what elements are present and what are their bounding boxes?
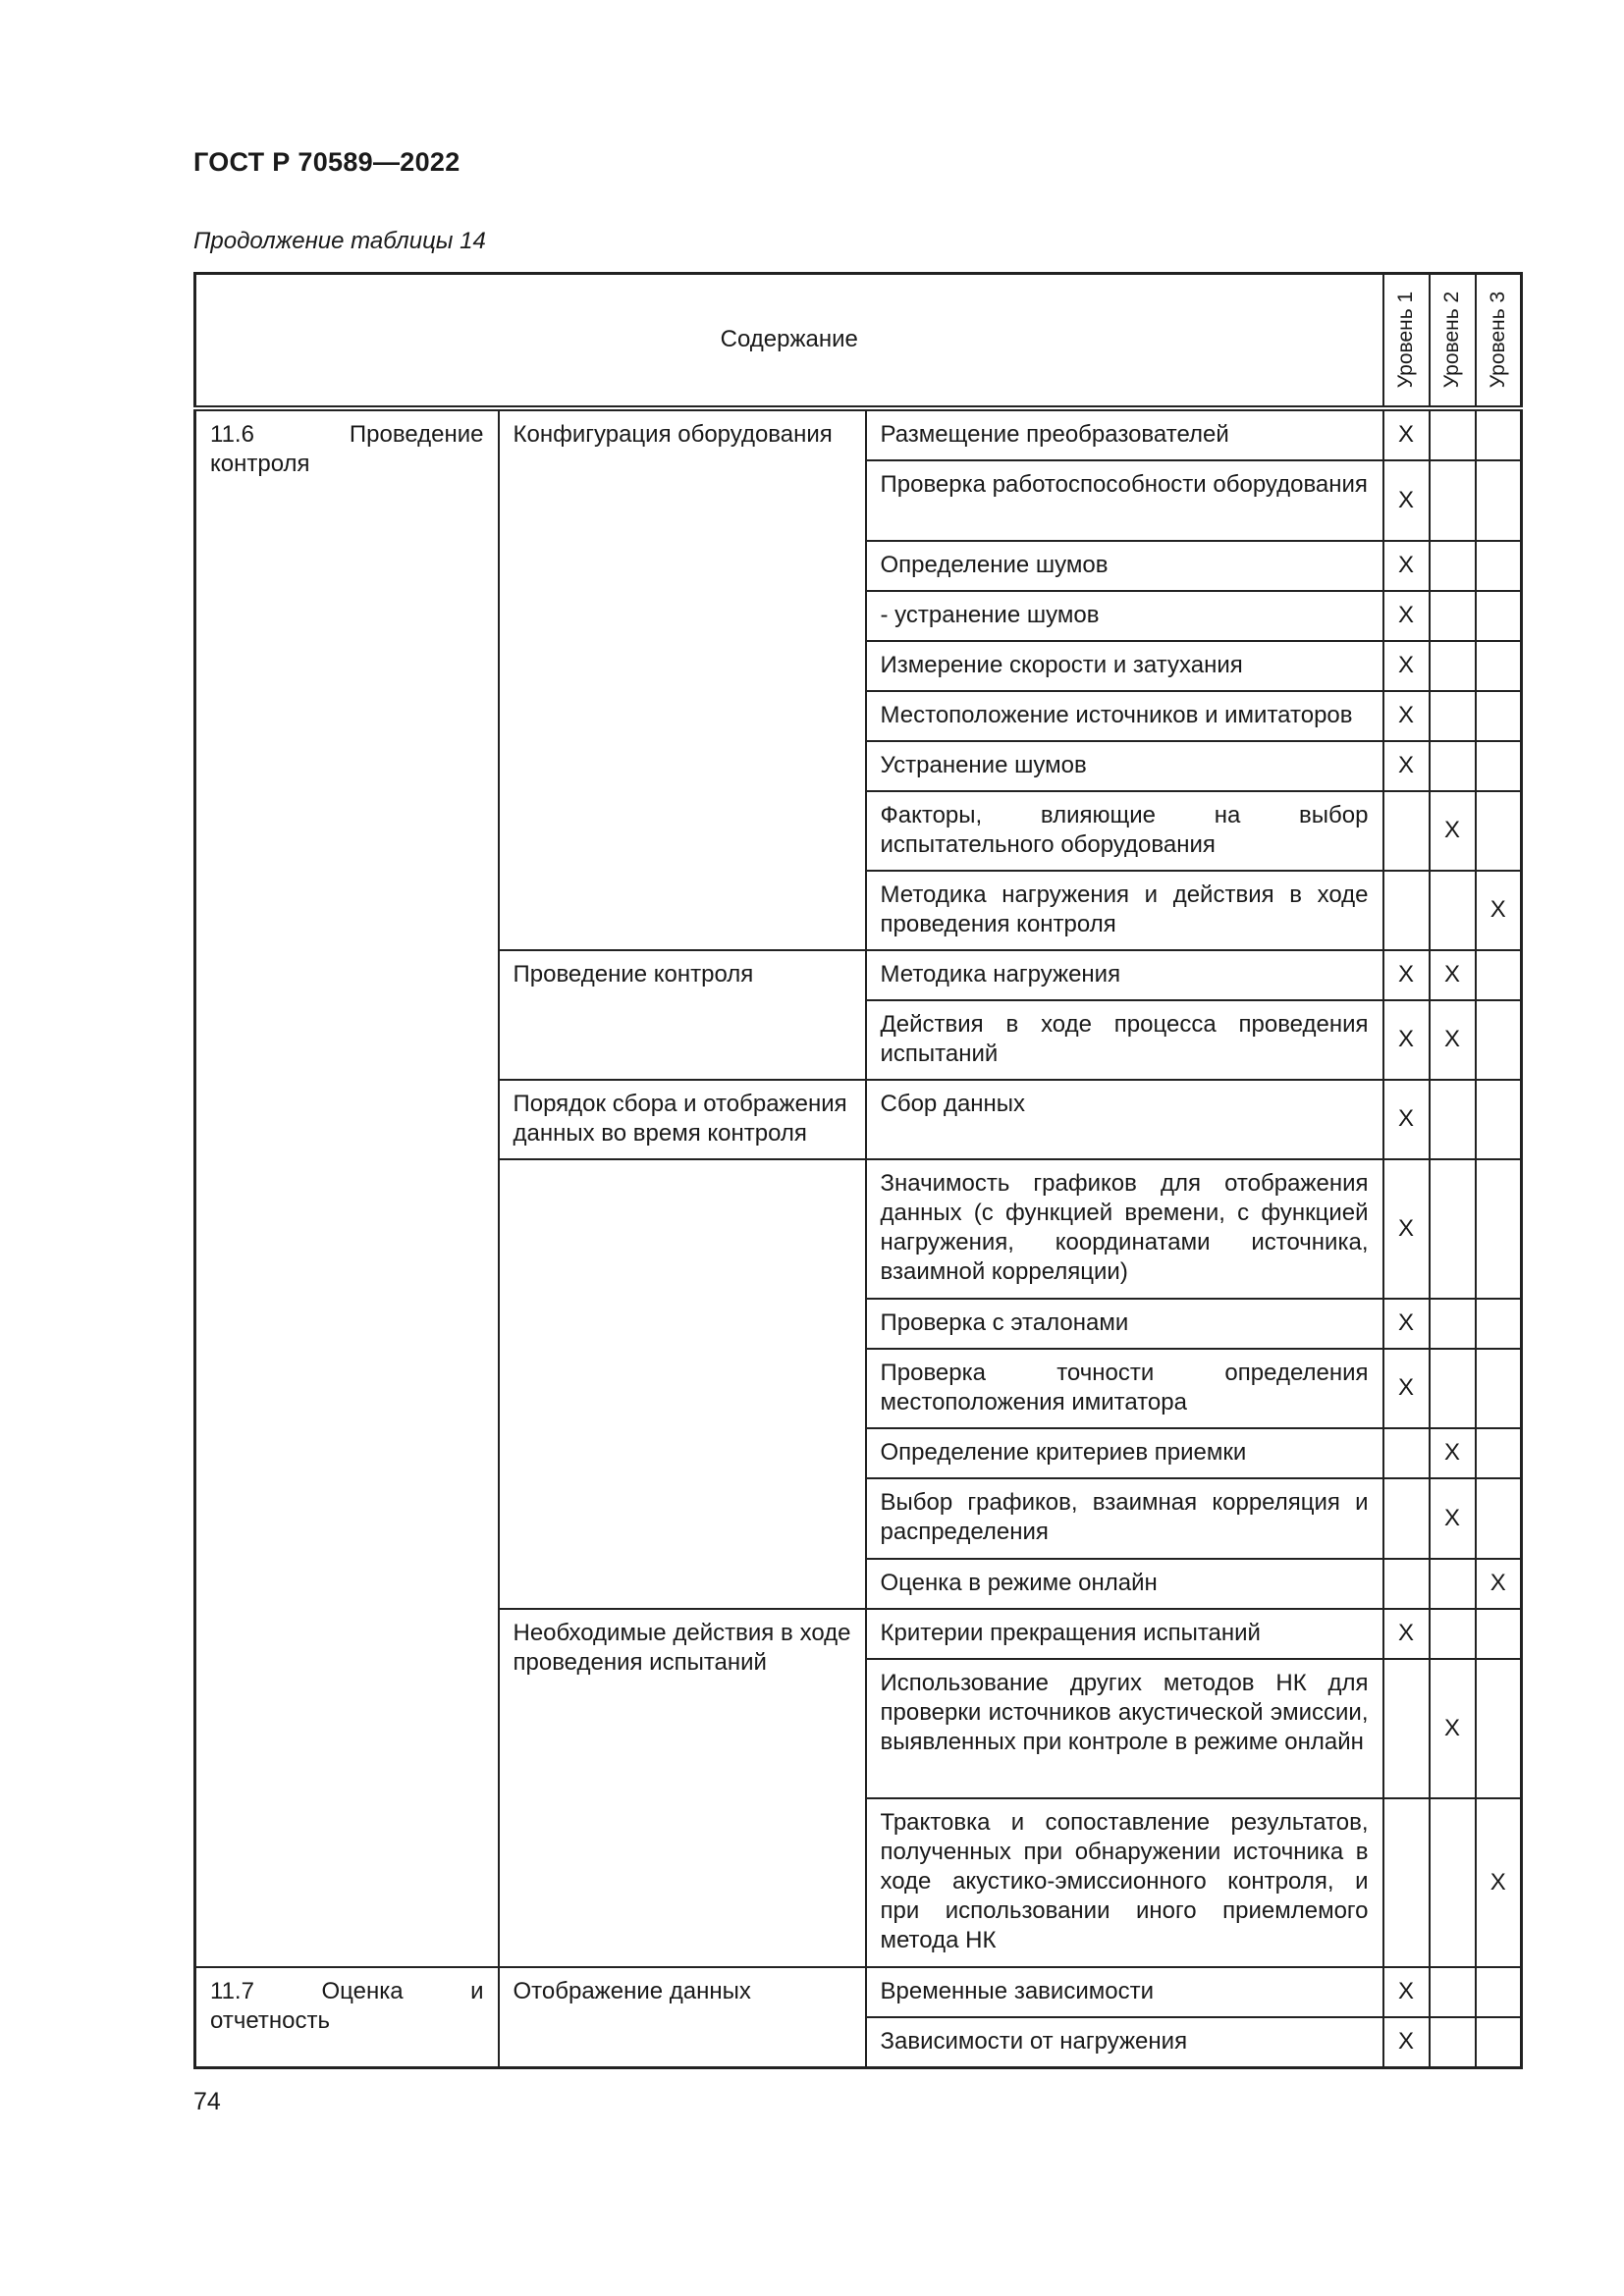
level-3-mark (1476, 1478, 1522, 1559)
level-1-mark: X (1383, 541, 1430, 591)
item-cell: Проверка работоспособности оборудования (866, 460, 1383, 541)
item-cell: Сбор данных (866, 1080, 1383, 1159)
level-1-mark (1383, 871, 1430, 950)
level-1-mark: X (1383, 950, 1430, 1000)
level-2-mark (1430, 1559, 1476, 1609)
level-1-mark: X (1383, 591, 1430, 641)
level-1-mark (1383, 1559, 1430, 1609)
level-2-mark (1430, 541, 1476, 591)
item-cell: Проверка точности определения местоположения имитатора (866, 1349, 1383, 1428)
level-2-mark (1430, 408, 1476, 460)
level-3-mark (1476, 1159, 1522, 1299)
level-3-mark (1476, 641, 1522, 691)
level-1-mark (1383, 1428, 1430, 1478)
level-2-mark (1430, 1967, 1476, 2017)
level-3-mark (1476, 950, 1522, 1000)
level-2-mark (1430, 1798, 1476, 1967)
level-1-mark (1383, 1659, 1430, 1798)
level-3-mark (1476, 791, 1522, 871)
level-2-mark (1430, 741, 1476, 791)
item-cell: Проверка с эталонами (866, 1299, 1383, 1349)
group-equipment-configuration: Конфигурация оборудования (499, 408, 866, 950)
level-3-mark (1476, 408, 1522, 460)
level-1-mark: X (1383, 1159, 1430, 1299)
level-3-mark (1476, 591, 1522, 641)
level-2-mark (1430, 641, 1476, 691)
item-cell: Трактовка и сопоставление результатов, полученных при обнаружении источника в ходе акустико-эмиссионного контроля, и при использовании иного приемлемого метода НК (866, 1798, 1383, 1967)
level-2-mark (1430, 2017, 1476, 2068)
table-row (195, 408, 1522, 460)
item-cell: Факторы, влияющие на выбор испытательного оборудования (866, 791, 1383, 871)
item-cell: Определение шумов (866, 541, 1383, 591)
item-cell: - устранение шумов (866, 591, 1383, 641)
level-1-mark (1383, 1478, 1430, 1559)
level-1-mark: X (1383, 1299, 1430, 1349)
item-cell: Значимость графиков для отображения данных (с функцией времени, с функцией нагружения, координатами источника, взаимной корреляции) (866, 1159, 1383, 1299)
item-cell: Оценка в режиме онлайн (866, 1559, 1383, 1609)
header-level-2 (1430, 274, 1476, 408)
section-11-7: 11.7 Оценка и отчетность (195, 1967, 499, 2068)
level-1-mark: X (1383, 641, 1430, 691)
table-header-row (195, 274, 1522, 408)
header-level-2-label: Уровень 2 (1440, 292, 1463, 389)
level-3-mark (1476, 691, 1522, 741)
section-11-6: 11.6 Проведение контроля (195, 408, 499, 1967)
level-3-mark (1476, 1609, 1522, 1659)
level-1-mark: X (1383, 1967, 1430, 2017)
level-3-mark (1476, 1659, 1522, 1798)
level-3-mark (1476, 1000, 1522, 1080)
item-cell: Критерии прекращения испытаний (866, 1609, 1383, 1659)
level-3-mark (1476, 541, 1522, 591)
header-level-3 (1476, 274, 1522, 408)
level-3-mark: X (1476, 871, 1522, 950)
page-number: 74 (193, 2088, 221, 2115)
level-2-mark (1430, 1299, 1476, 1349)
level-2-mark: X (1430, 1478, 1476, 1559)
group-conducting-control: Проведение контроля (499, 950, 866, 1080)
level-1-mark: X (1383, 408, 1430, 460)
level-1-mark: X (1383, 2017, 1430, 2068)
level-2-mark (1430, 591, 1476, 641)
item-cell: Размещение преобразователей (866, 408, 1383, 460)
level-3-mark (1476, 1967, 1522, 2017)
level-1-mark: X (1383, 1609, 1430, 1659)
group-data-display: Отображение данных (499, 1967, 866, 2068)
level-3-mark (1476, 1349, 1522, 1428)
item-cell: Использование других методов НК для проверки источников акустической эмиссии, выявленных при контроле в режиме онлайн (866, 1659, 1383, 1798)
group-data-collection-order: Порядок сбора и отображения данных во время контроля (499, 1080, 866, 1159)
level-2-mark (1430, 1159, 1476, 1299)
item-cell: Измерение скорости и затухания (866, 641, 1383, 691)
level-1-mark: X (1383, 460, 1430, 541)
item-cell: Определение критериев приемки (866, 1428, 1383, 1478)
level-3-mark: X (1476, 1798, 1522, 1967)
group-empty (499, 1159, 866, 1609)
item-cell: Устранение шумов (866, 741, 1383, 791)
item-cell: Выбор графиков, взаимная корреляция и распределения (866, 1478, 1383, 1559)
level-2-mark (1430, 1349, 1476, 1428)
level-3-mark (1476, 741, 1522, 791)
level-3-mark (1476, 1299, 1522, 1349)
level-1-mark (1383, 791, 1430, 871)
level-1-mark: X (1383, 691, 1430, 741)
header-level-1-label: Уровень 1 (1394, 292, 1417, 389)
level-3-mark (1476, 1428, 1522, 1478)
level-1-mark: X (1383, 741, 1430, 791)
item-cell: Местоположение источников и имитаторов (866, 691, 1383, 741)
header-level-1 (1383, 274, 1430, 408)
header-content: Содержание (195, 274, 1383, 408)
table-row (195, 1967, 1522, 2017)
level-2-mark: X (1430, 1000, 1476, 1080)
table-caption: Продолжение таблицы 14 (193, 228, 486, 254)
item-cell: Методика нагружения (866, 950, 1383, 1000)
level-2-mark (1430, 1609, 1476, 1659)
item-cell: Действия в ходе процесса проведения испытаний (866, 1000, 1383, 1080)
level-2-mark: X (1430, 1659, 1476, 1798)
training-content-table (193, 272, 1523, 2069)
item-cell: Методика нагружения и действия в ходе проведения контроля (866, 871, 1383, 950)
level-2-mark (1430, 460, 1476, 541)
level-2-mark (1430, 691, 1476, 741)
item-cell: Зависимости от нагружения (866, 2017, 1383, 2068)
level-3-mark (1476, 1080, 1522, 1159)
level-3-mark (1476, 2017, 1522, 2068)
level-2-mark (1430, 871, 1476, 950)
document-code: ГОСТ Р 70589—2022 (193, 147, 460, 177)
level-1-mark (1383, 1798, 1430, 1967)
level-2-mark: X (1430, 1428, 1476, 1478)
item-cell: Временные зависимости (866, 1967, 1383, 2017)
level-1-mark: X (1383, 1080, 1430, 1159)
level-3-mark (1476, 460, 1522, 541)
level-1-mark: X (1383, 1000, 1430, 1080)
level-1-mark: X (1383, 1349, 1430, 1428)
level-2-mark: X (1430, 950, 1476, 1000)
header-level-3-label: Уровень 3 (1486, 292, 1509, 389)
level-2-mark (1430, 1080, 1476, 1159)
level-3-mark: X (1476, 1559, 1522, 1609)
level-2-mark: X (1430, 791, 1476, 871)
group-required-actions: Необходимые действия в ходе проведения испытаний (499, 1609, 866, 1967)
